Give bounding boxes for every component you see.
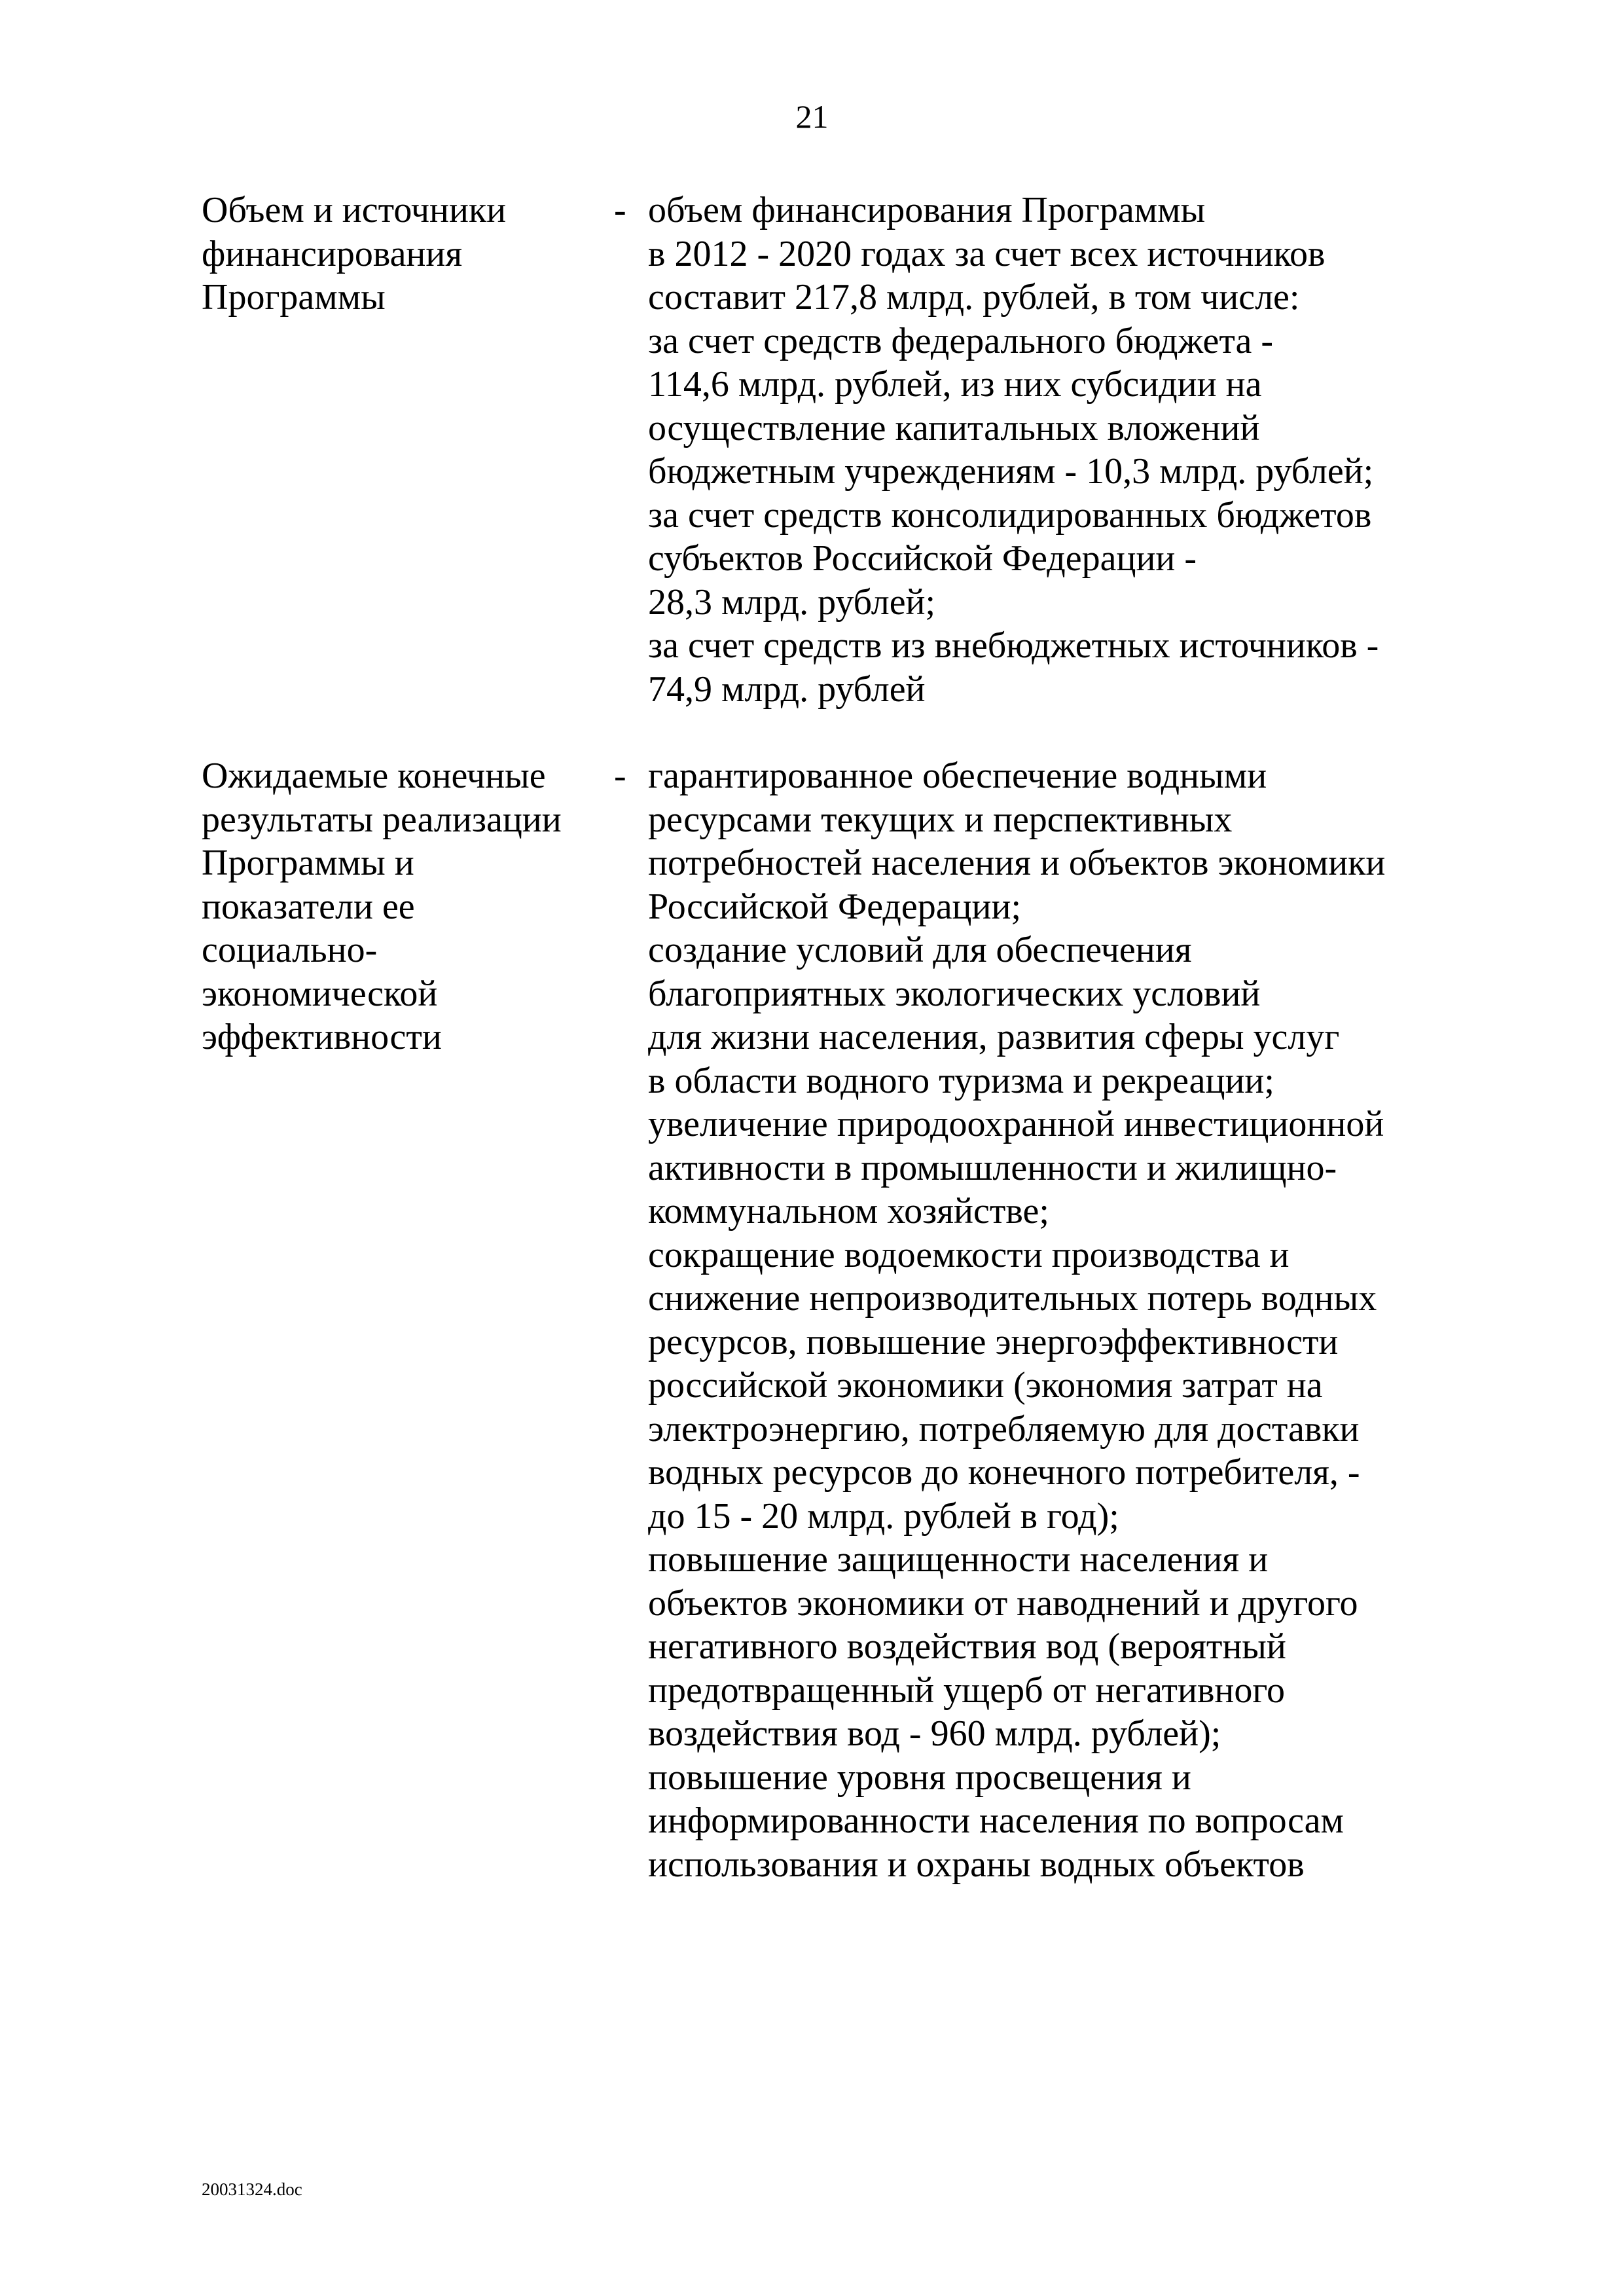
label-line: экономической [202, 973, 438, 1014]
content-line: за счет средств консолидированных бюджетов [648, 494, 1372, 536]
content-line: ресурсами текущих и перспективных [648, 799, 1233, 840]
content-line: активности в промышленности и жилищно- [648, 1147, 1337, 1188]
content-line: объектов экономики от наводнений и другого [648, 1582, 1358, 1624]
content-line: электроэнергию, потребляемую для доставки [648, 1408, 1360, 1449]
content-line: информированности населения по вопросам [648, 1800, 1344, 1841]
dash-separator: - [614, 756, 626, 796]
content-line: повышение уровня просвещения и [648, 1757, 1191, 1798]
content-line: субъектов Российской Федерации - [648, 538, 1197, 579]
content-line: снижение непроизводительных потерь водных [648, 1278, 1377, 1319]
content-line: Российской Федерации; [648, 886, 1022, 927]
content-line: предотвращенный ущерб от негативного [648, 1669, 1285, 1711]
content-line: осуществление капитальных вложений [648, 407, 1260, 448]
label-line: Объем и источники [202, 190, 507, 230]
content-line: водных ресурсов до конечного потребителя, - [648, 1452, 1360, 1493]
label-line: Ожидаемые конечные [202, 756, 546, 796]
content-line: гарантированное обеспечение водными [648, 756, 1267, 796]
content-line: благоприятных экологических условий [648, 973, 1261, 1014]
content-line: увеличение природоохранной инвестиционной [648, 1104, 1384, 1144]
content-line: за счет средств из внебюджетных источников - [648, 625, 1379, 666]
content-line: воздействия вод - 960 млрд. рублей); [648, 1713, 1221, 1754]
content-line: бюджетным учреждениям - 10,3 млрд. рублей; [648, 451, 1374, 492]
section-content [648, 189, 1466, 711]
content-line: ресурсов, повышение энергоэффективности [648, 1321, 1339, 1362]
content-line: сокращение водоемкости производства и [648, 1234, 1290, 1275]
content-line: 28,3 млрд. рублей; [648, 581, 936, 623]
label-line: социально- [202, 930, 378, 970]
content-line: до 15 - 20 млрд. рублей в год); [648, 1495, 1119, 1537]
section-content [648, 754, 1466, 1886]
label-line: результаты реализации [202, 799, 562, 840]
content-line: повышение защищенности населения и [648, 1539, 1269, 1580]
content-line: в области водного туризма и рекреации; [648, 1060, 1274, 1101]
label-line: Программы [202, 277, 386, 318]
label-line: Программы и [202, 843, 414, 883]
content-line: негативного воздействия вод (вероятный [648, 1626, 1286, 1667]
dash-separator: - [614, 190, 626, 230]
content-line: коммунальном хозяйстве; [648, 1191, 1049, 1231]
content-line: 74,9 млрд. рублей [648, 668, 926, 710]
section-label [202, 754, 594, 1059]
content-line: потребностей населения и объектов экономики [648, 843, 1386, 883]
label-line: эффективности [202, 1017, 442, 1057]
content-line: создание условий для обеспечения [648, 930, 1192, 970]
file-name-footer: 20031324.doc [202, 2179, 302, 2199]
content-line: объем финансирования Программы [648, 190, 1206, 230]
page-number: 21 [795, 98, 829, 135]
label-line: финансирования [202, 233, 463, 274]
content-line: для жизни населения, развития сферы услуг [648, 1017, 1340, 1057]
content-line: использования и охраны водных объектов [648, 1844, 1305, 1885]
content-line: российской экономики (экономия затрат на [648, 1365, 1323, 1406]
content-line: в 2012 - 2020 годах за счет всех источников [648, 233, 1326, 274]
content-line: 114,6 млрд. рублей, из них субсидии на [648, 364, 1262, 405]
content-line: за счет средств федерального бюджета - [648, 320, 1274, 361]
label-line: показатели ее [202, 886, 415, 927]
content-line: составит 217,8 млрд. рублей, в том числе: [648, 277, 1300, 318]
section-label [202, 189, 594, 319]
